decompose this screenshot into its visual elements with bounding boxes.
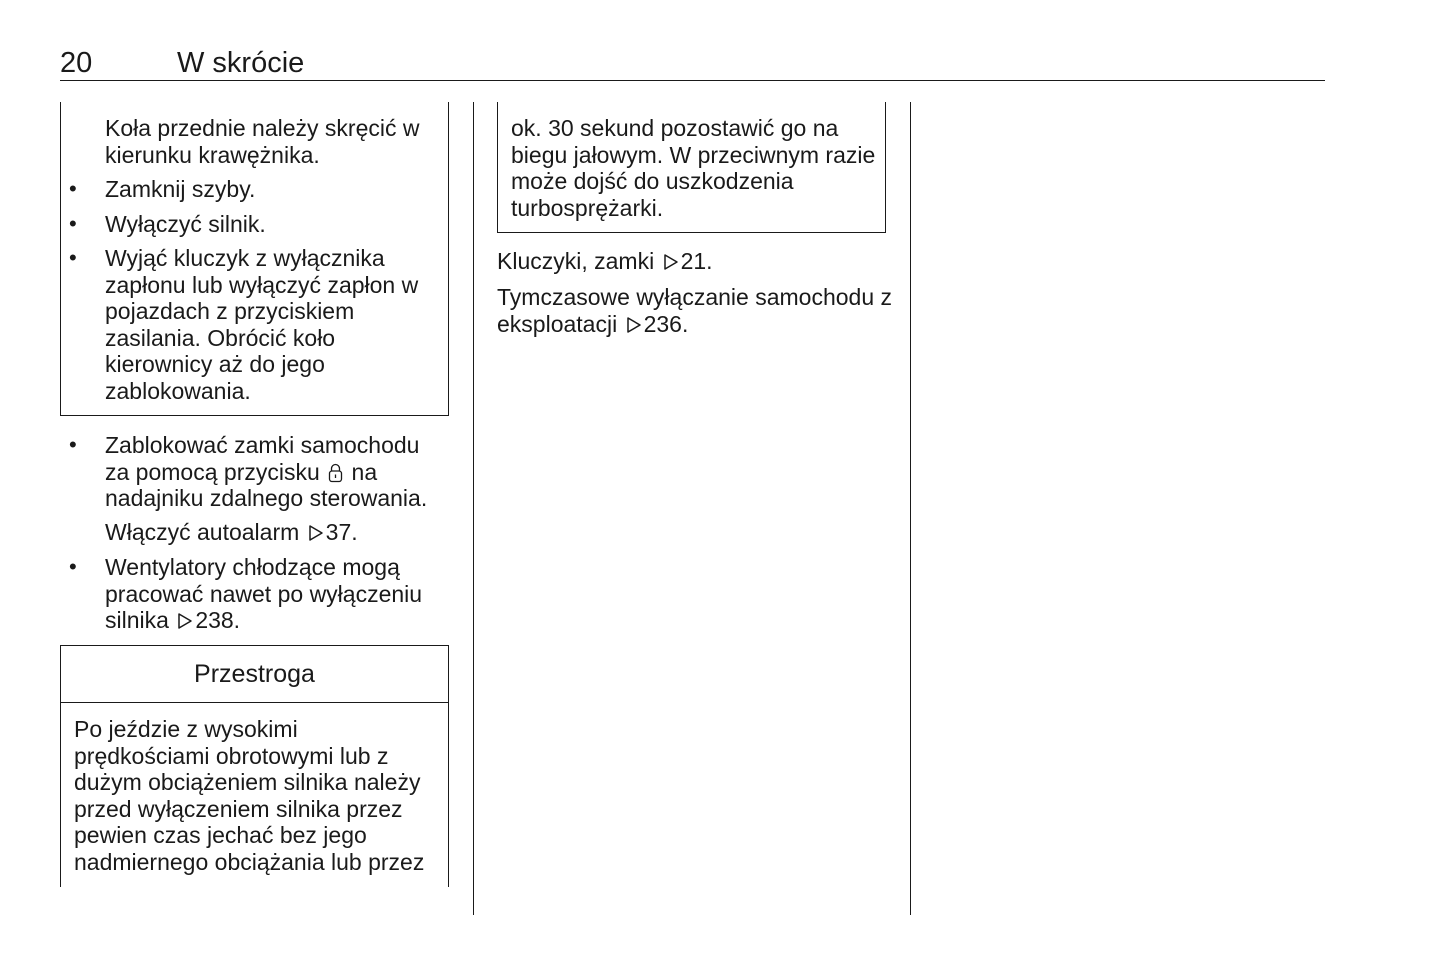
- box-continuation-text: ok. 30 sekund pozostawić go na biegu jałowym. W przeciwnym razie może dojść do uszkodzenia turbosprężarki.: [511, 115, 876, 221]
- arrow-ref-icon: [177, 612, 193, 630]
- caution-box: [60, 645, 449, 887]
- page-ref: 238.: [195, 607, 241, 633]
- page-ref: 21.: [680, 248, 713, 274]
- list-item: • Zamknij szyby.: [69, 176, 256, 202]
- caution-title: Przestroga: [61, 646, 448, 703]
- lock-icon: [328, 463, 343, 483]
- storage-reference: Tymczasowe wyłączanie samochodu z eksploatacji 236.: [497, 284, 892, 337]
- arrow-ref-icon: [626, 316, 642, 334]
- list-item-fans: • Wentylatory chłodzące mogą pracować nawet po wyłączeniu silnika 238.: [69, 554, 423, 633]
- list-item-lock: • Zablokować zamki samochodu za pomocą przycisku na nadajniku zdalnego sterowania.: [69, 432, 428, 511]
- column-divider-2: [910, 102, 911, 915]
- bullet-icon: •: [69, 176, 77, 201]
- bullet-icon: •: [69, 245, 77, 270]
- keys-reference: Kluczyki, zamki 21.: [497, 248, 713, 274]
- section-title: W skrócie: [177, 47, 305, 79]
- column-divider-1: [473, 102, 474, 915]
- bullet-icon: •: [69, 432, 77, 457]
- page-ref: 236.: [643, 310, 689, 337]
- bullet-icon: •: [69, 211, 77, 236]
- caution-body: Po jeździe z wysokimi prędkościami obrotowymi lub z dużym obciążeniem silnika należy przed wyłączeniem silnika przez pewien czas jechać bez jego nadmiernego obciążania lub przez: [74, 716, 425, 875]
- arrow-ref-icon: [663, 253, 679, 271]
- list-item: • Wyjąć kluczyk z wyłącznika zapłonu lub wyłączyć zapłon w pojazdach z przyciskiem zasilania. Obrócić koło kierownicy aż do jego zablokowania.: [69, 245, 419, 404]
- page-header: [60, 44, 1325, 81]
- alarm-reference: Włączyć autoalarm 37.: [105, 519, 358, 545]
- bullet-icon: •: [69, 554, 77, 579]
- box-continuation-text: Koła przednie należy skręcić w kierunku krawężnika.: [105, 115, 420, 168]
- page-number: 20: [60, 47, 93, 79]
- arrow-ref-icon: [308, 524, 324, 542]
- page-ref: 37.: [325, 519, 358, 545]
- list-item: • Wyłączyć silnik.: [69, 211, 266, 237]
